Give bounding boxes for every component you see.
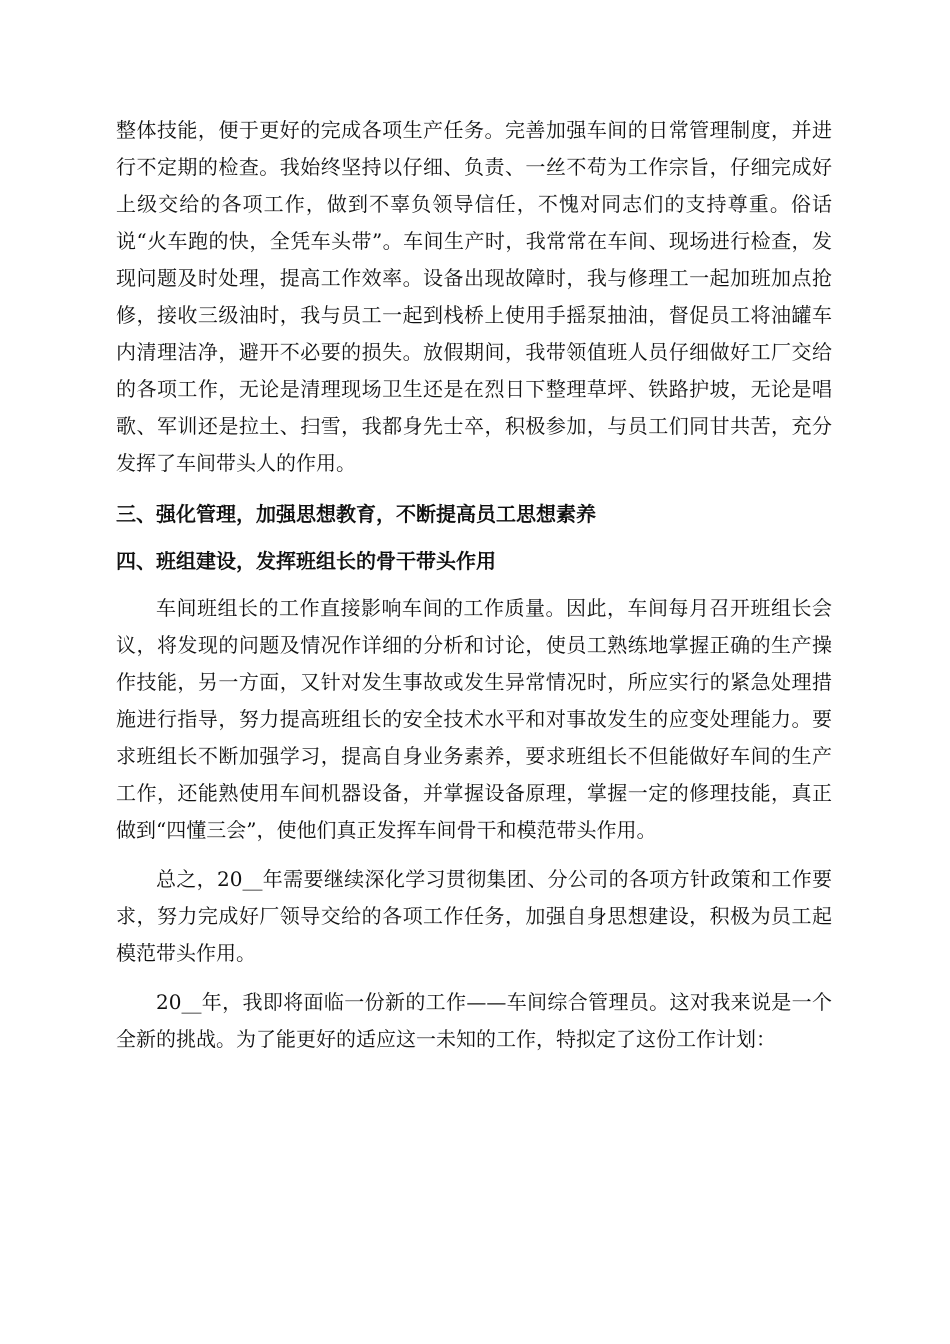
- section-heading-4: 四、班组建设，发挥班组长的骨干带头作用: [116, 549, 496, 573]
- paragraph-continuation: 整体技能，便于更好的完成各项生产任务。完善加强车间的日常管理制度，并进行不定期的检查。我始终坚持以仔细、负责、一丝不苟为工作宗旨，仔细完成好上级交给的各项工作，做到不辜负领导信任，不愧对同志们的支持尊重。俗话说“火车跑的快，全凭车头带”。车间生产时，我常常在车间、现场进行检查，发现问题及时处理，提高工作效率。设备出现故障时，我与修理工一起加班加点抢修，接收三级油时，我与员工一起到栈桥上使用手摇泵抽油，督促员工将油罐车内清理洁净，避开不必要的损失。放假期间，我带领值班人员仔细做好工厂交给的各项工作，无论是清理现场卫生还是在烈日下整理草坪、铁路护坡，无论是唱歌、军训还是拉土、扫雪，我都身先士卒，积极参加，与员工们同甘共苦，充分发挥了车间带头人的作用。: [116, 118, 832, 475]
- paragraph-new-work-plan: 20__年，我即将面临一份新的工作——车间综合管理员。这对我来说是一个全新的挑战。为了能更好的适应这一未知的工作，特拟定了这份工作计划：: [116, 990, 832, 1051]
- section-heading-3: 三、强化管理，加强思想教育，不断提高员工思想素养: [116, 502, 596, 526]
- paragraph-summary: 总之，20__年需要继续深化学习贯彻集团、分公司的各项方针政策和工作要求，努力完成好厂领导交给的各项工作任务，加强自身思想建设，积极为员工起模范带头作用。: [116, 867, 832, 965]
- paragraph-team-leaders: 车间班组长的工作直接影响车间的工作质量。因此，车间每月召开班组长会议，将发现的问题及情况作详细的分析和讨论，使员工熟练地掌握正确的生产操作技能，另一方面，又针对发生事故或发生异常情况时，所应实行的紧急处理措施进行指导，努力提高班组长的安全技术水平和对事故发生的应变处理能力。要求班组长不断加强学习，提高自身业务素养，要求班组长不但能做好车间的生产工作，还能熟使用车间机器设备，并掌握设备原理，掌握一定的修理技能，真正做到“四懂三会”，使他们真正发挥车间骨干和模范带头作用。: [116, 596, 832, 842]
- document-page: [116, 112, 832, 1058]
